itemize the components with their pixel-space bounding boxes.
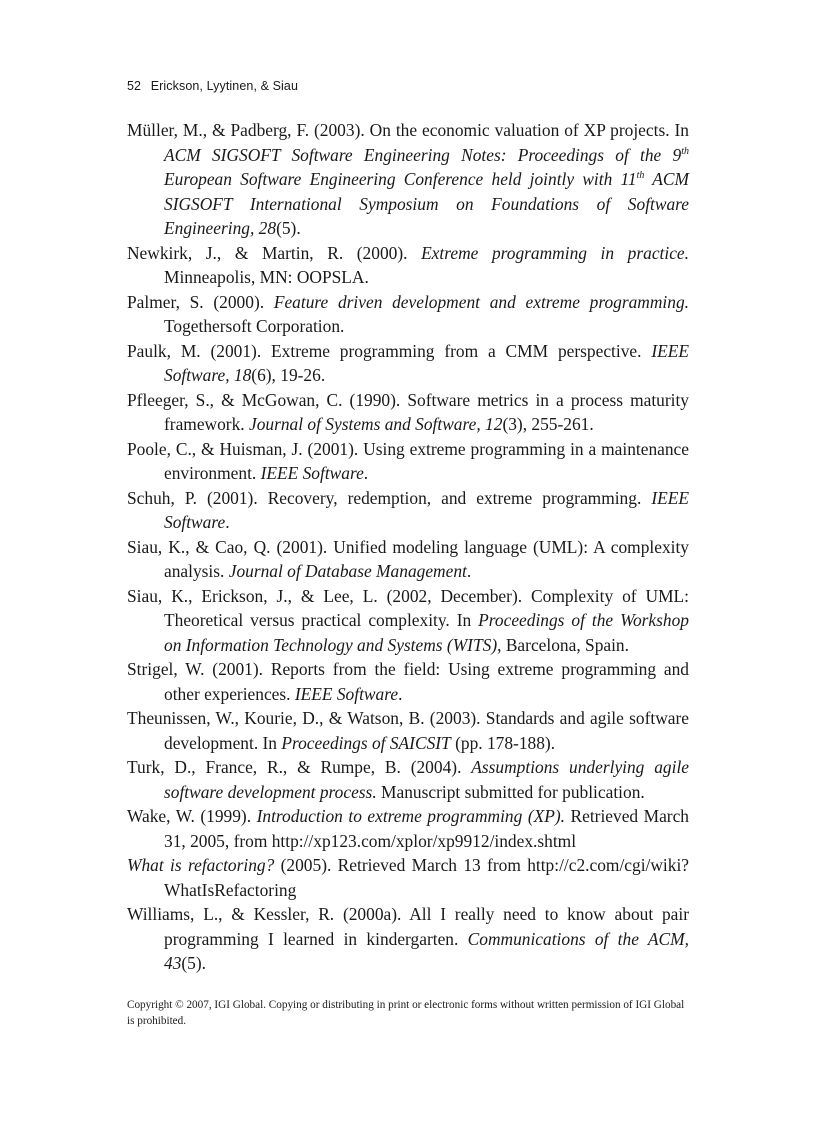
reference-text: . <box>363 463 369 483</box>
reference-italic-text: Proceedings of SAICSIT <box>281 732 451 753</box>
reference-text: (2005). Retrieved March 13 from http://c2.com/cgi/wiki?WhatIsRefactoring <box>164 855 689 900</box>
reference-text: Turk, D., France, R., & Rumpe, B. (2004). <box>127 757 472 777</box>
reference-text: Siau, K., & Cao, Q. (2001). Unified modeling language (UML): A complexity analysis. <box>127 536 689 581</box>
copyright-footer: Copyright © 2007, IGI Global. Copying or distributing in print or electronic forms without written permission of IGI Global is prohibited. <box>127 999 685 1027</box>
reference-italic-text: ACM SIGSOFT International Symposium on Foundations of Software Engineering, 28 <box>164 169 689 238</box>
reference-italic-text: What is refactoring? <box>127 855 275 875</box>
reference-entry <box>127 388 689 437</box>
header-authors: Erickson, Lyytinen, & Siau <box>150 79 299 93</box>
reference-entry <box>127 902 689 976</box>
reference-italic-text: Journal of Systems and Software, 12 <box>248 414 503 434</box>
reference-entry <box>127 339 689 388</box>
reference-italic-text: IEEE Software, 18 <box>164 340 689 385</box>
reference-text: Williams, L., & Kessler, R. (2000a). All I really need to know about pair programming I learned in kindergarten. <box>127 904 689 949</box>
reference-text: (5). <box>276 218 301 238</box>
reference-entry <box>127 290 689 339</box>
reference-text: Pfleeger, S., & McGowan, C. (1990). Software metrics in a process maturity framework. <box>127 389 689 434</box>
reference-text: Palmer, S. (2000). <box>127 291 274 312</box>
reference-text: Müller, M., & Padberg, F. (2003). On the economic valuation of XP projects. In <box>127 120 689 140</box>
reference-text: . <box>466 561 472 581</box>
reference-entry <box>127 241 689 290</box>
reference-italic-text: Journal of Database Management <box>228 561 467 581</box>
reference-text: Manuscript submitted for publication. <box>376 781 645 802</box>
reference-text: , Barcelona, Spain. <box>497 634 629 655</box>
reference-text: (pp. 178-188). <box>450 732 556 753</box>
reference-text: . <box>398 683 403 704</box>
reference-text: . <box>225 512 230 532</box>
reference-italic-text: IEEE Software <box>164 487 689 532</box>
reference-entry <box>127 706 689 755</box>
reference-text: (3), 255-261. <box>502 414 594 434</box>
page-number: 52 <box>127 79 142 93</box>
reference-italic-text: Assumptions underlying agile software development process. <box>164 757 689 802</box>
reference-text: Retrieved March 31, 2005, from http://xp123.com/xplor/xp9912/index.shtml <box>164 806 689 851</box>
reference-entry <box>127 804 689 853</box>
reference-text: (6), 19-26. <box>251 365 326 385</box>
reference-italic-text: th <box>636 170 645 182</box>
reference-entry <box>127 584 689 658</box>
reference-italic-text: Communications of the ACM, 43 <box>164 928 689 973</box>
reference-entry <box>127 486 689 535</box>
reference-text: Theunissen, W., Kourie, D., & Watson, B. (2003). Standards and agile software development. In <box>127 708 689 753</box>
reference-text: Togethersoft Corporation. <box>164 316 345 336</box>
reference-list <box>127 118 689 976</box>
reference-text: (5). <box>181 953 207 973</box>
reference-text: Strigel, W. (2001). Reports from the field: Using extreme programming and other experiences. <box>127 659 689 704</box>
reference-italic-text: Extreme programming in practice. <box>421 242 689 263</box>
reference-text: Wake, W. (1999). <box>127 806 257 826</box>
reference-italic-text: Feature driven development and extreme programming. <box>273 291 689 312</box>
reference-entry <box>127 118 689 241</box>
running-header <box>127 79 304 93</box>
reference-text: Schuh, P. (2001). Recovery, redemption, and extreme programming. <box>127 487 652 508</box>
reference-entry <box>127 853 689 902</box>
reference-text: Minneapolis, MN: OOPSLA. <box>164 267 369 287</box>
reference-text: Poole, C., & Huisman, J. (2001). Using extreme programming in a maintenance environment. <box>127 438 689 483</box>
reference-entry <box>127 437 689 486</box>
reference-entry <box>127 755 689 804</box>
reference-italic-text: European Software Engineering Conference held jointly with 11 <box>164 169 637 189</box>
reference-text: Paulk, M. (2001). Extreme programming from a CMM perspective. <box>127 340 652 361</box>
reference-entry <box>127 535 689 584</box>
reference-text: Newkirk, J., & Martin, R. (2000). <box>127 242 422 263</box>
reference-italic-text: Introduction to extreme programming (XP). <box>256 806 565 826</box>
reference-italic-text: Proceedings of the Workshop on Information Technology and Systems (WITS) <box>164 610 689 655</box>
reference-italic-text: IEEE Software <box>294 683 399 704</box>
reference-italic-text: IEEE Software <box>260 463 364 483</box>
reference-italic-text: th <box>681 145 689 157</box>
reference-text: Siau, K., Erickson, J., & Lee, L. (2002, December). Complexity of UML: Theoretical versus practical complexity. In <box>127 585 689 630</box>
reference-italic-text: ACM SIGSOFT Software Engineering Notes: Proceedings of the 9 <box>164 144 682 165</box>
reference-entry <box>127 657 689 706</box>
